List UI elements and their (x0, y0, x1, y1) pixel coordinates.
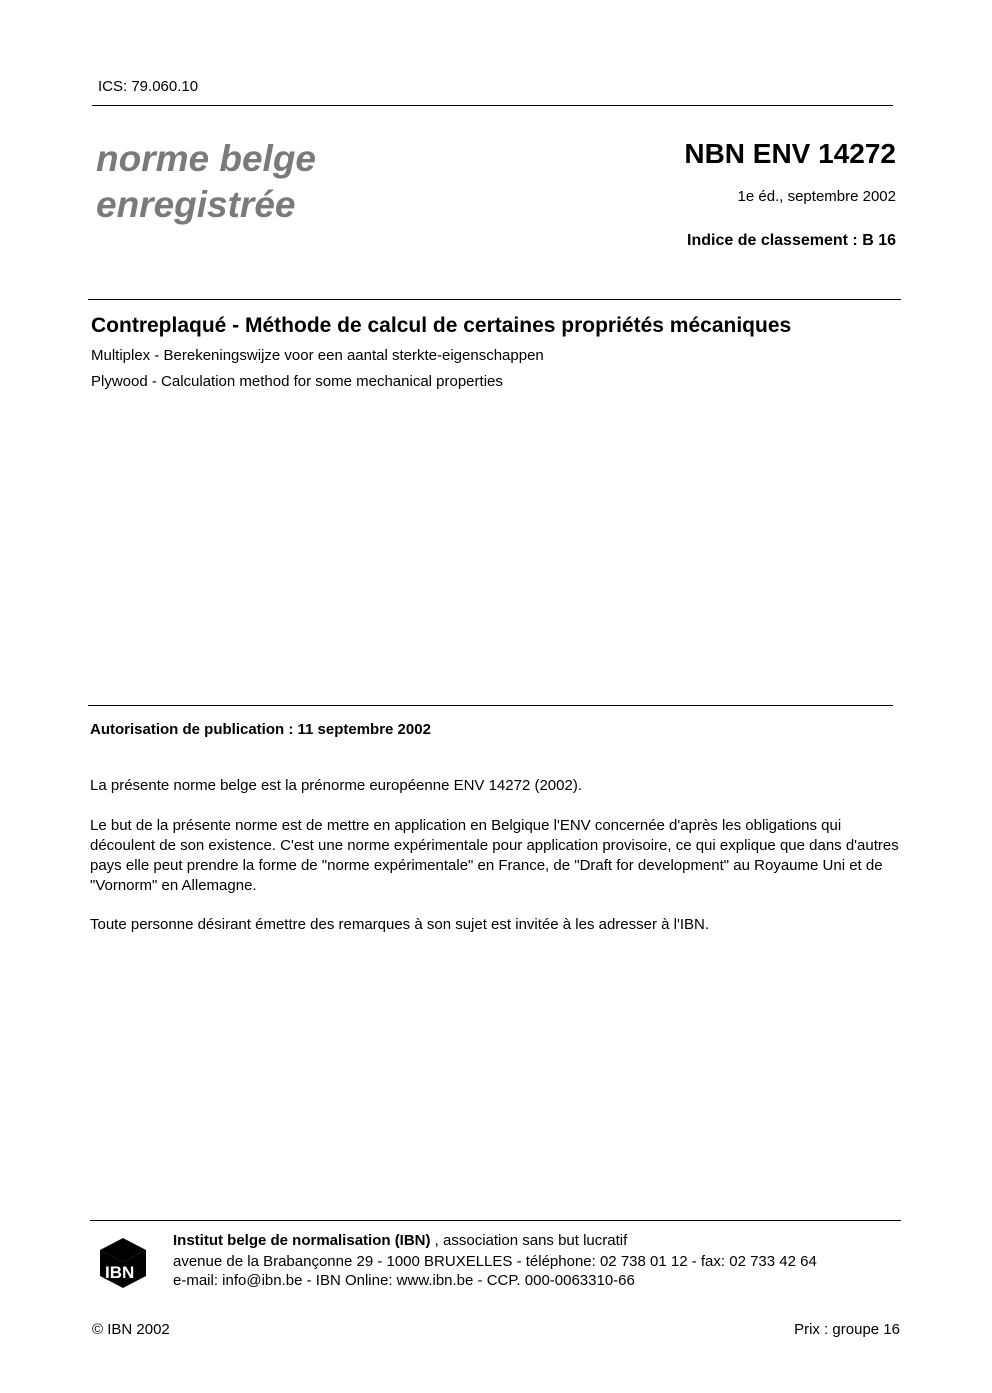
footer-divider (90, 1220, 901, 1221)
paragraph-3: Toute personne désirant émettre des remarques à son sujet est invitée à les adresser à l'IBN. (90, 916, 710, 933)
institute-name: Institut belge de normalisation (IBN) (173, 1232, 431, 1249)
ics-code: ICS: 79.060.10 (98, 78, 199, 95)
brand-line-2: enregistrée (96, 184, 296, 225)
paragraph-2: Le but de la présente norme est de mettre en application en Belgique l'ENV concernée d'après les obligations qui découlent de son existence. C'est une norme expérimentale pour application provisoire, ce qui explique que dans d'autres pays elle peut prendre la forme de "norme expérimentale" en France, de "Draft for development" au Royaume Uni et de "Vornorm" en Allemagne. (90, 817, 899, 894)
ibn-logo (98, 1236, 148, 1290)
institute-line (173, 1232, 627, 1249)
brand-title (96, 136, 316, 228)
institute-contact: e-mail: info@ibn.be - IBN Online: www.ibn.be - CCP. 000-0063310-66 (173, 1272, 635, 1289)
title-dutch: Multiplex - Berekeningswijze voor een aantal sterkte-eigenschappen (91, 347, 544, 364)
title-divider (88, 299, 901, 300)
institute-address: avenue de la Brabançonne 29 - 1000 BRUXELLES - téléphone: 02 738 01 12 - fax: 02 733 42 64 (173, 1253, 817, 1270)
body-divider (88, 705, 893, 706)
institute-suffix: , association sans but lucratif (430, 1232, 628, 1249)
price-group: Prix : groupe 16 (794, 1321, 900, 1338)
brand-line-1: norme belge (96, 138, 316, 179)
edition-date: 1e éd., septembre 2002 (737, 188, 896, 205)
standard-number: NBN ENV 14272 (684, 138, 896, 169)
title-french: Contreplaqué - Méthode de calcul de certaines propriétés mécaniques (91, 314, 792, 337)
paragraph-1: La présente norme belge est la prénorme européenne ENV 14272 (2002). (90, 777, 582, 794)
logo-letters: IBN (105, 1263, 135, 1282)
title-english: Plywood - Calculation method for some mechanical properties (91, 373, 503, 390)
publication-authorisation: Autorisation de publication : 11 septembre 2002 (90, 721, 431, 738)
classification-index: Indice de classement : B 16 (687, 232, 896, 249)
copyright: © IBN 2002 (92, 1321, 170, 1338)
top-divider (92, 105, 893, 106)
